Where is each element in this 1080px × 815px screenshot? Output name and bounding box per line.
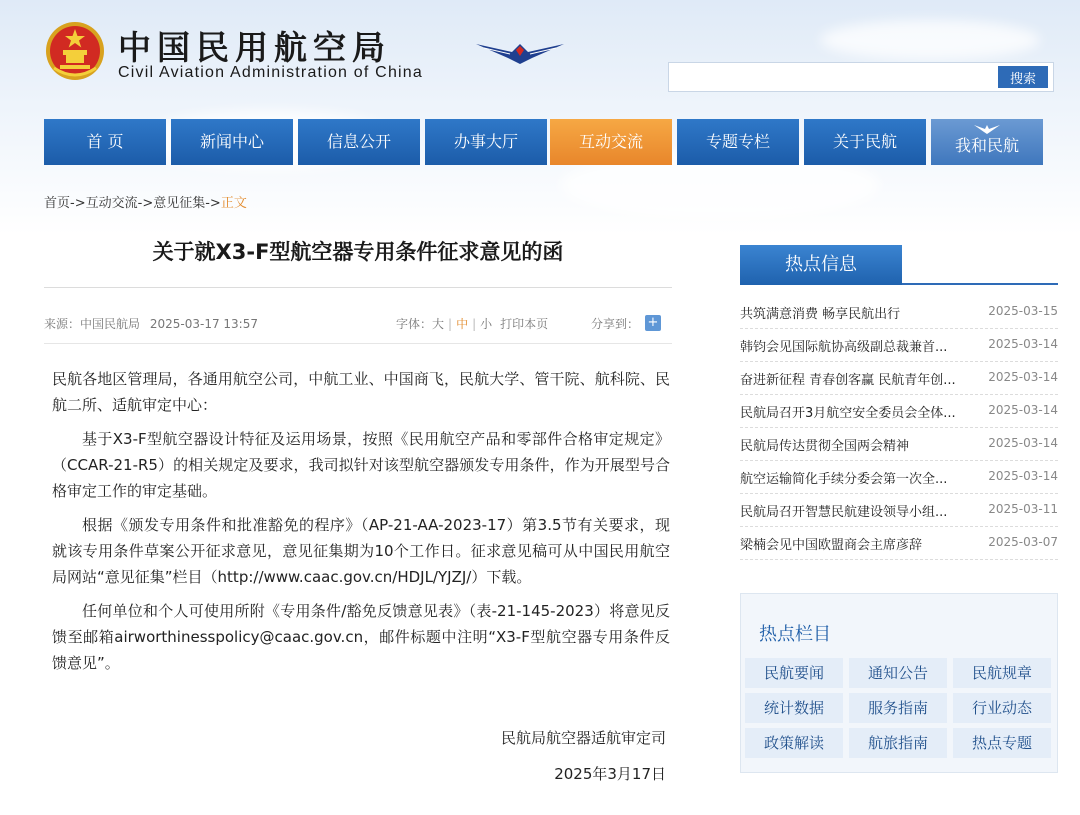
hot-columns-title: 热点栏目 <box>759 624 831 645</box>
share-label: 分享到： <box>591 317 640 331</box>
article-paragraph: 民航各地区管理局，各通用航空公司，中航工业、中国商飞，民航大学、管干院、航科院、民航二所、适航审定中心： <box>52 370 670 414</box>
column-link-hot-topics[interactable]: 热点专题 <box>953 728 1051 758</box>
list-item[interactable] <box>740 296 1058 329</box>
share-plus-icon[interactable]: + <box>645 315 661 331</box>
hot-info-list <box>740 296 1058 560</box>
hot-item-title[interactable]: 奋进新征程 青春创客赢 民航青年创... <box>740 373 956 388</box>
title-divider <box>44 287 672 288</box>
tool-separator: | <box>448 317 453 331</box>
list-item[interactable] <box>740 428 1058 461</box>
column-link-statistics[interactable]: 统计数据 <box>745 693 843 723</box>
list-item[interactable] <box>740 461 1058 494</box>
nav-item-news[interactable]: 新闻中心 <box>171 119 293 165</box>
breadcrumb <box>44 192 247 211</box>
column-link-news[interactable]: 民航要闻 <box>745 658 843 688</box>
breadcrumb-opinion[interactable]: 意见征集 <box>153 196 206 211</box>
nav-item-interaction[interactable]: 互动交流 <box>550 119 672 165</box>
column-link-service-guide[interactable]: 服务指南 <box>849 693 947 723</box>
nav-item-home[interactable]: 首 页 <box>44 119 166 165</box>
hot-item-title[interactable]: 梁楠会见中国欧盟商会主席彦辞 <box>740 538 923 553</box>
column-link-industry-news[interactable]: 行业动态 <box>953 693 1051 723</box>
print-button[interactable]: 打印本页 <box>500 317 549 331</box>
signature-date: 2025年3月17日 <box>554 765 666 783</box>
national-emblem-icon[interactable] <box>44 20 106 82</box>
search-box <box>668 62 1054 92</box>
column-link-policy[interactable]: 政策解读 <box>745 728 843 758</box>
hot-item-date: 2025-03-07 <box>988 535 1058 549</box>
font-size-label: 字体： <box>396 317 433 331</box>
hot-item-title[interactable]: 韩钧会见国际航协高级副总裁兼首... <box>740 340 948 355</box>
list-item[interactable] <box>740 329 1058 362</box>
breadcrumb-current: 正文 <box>220 196 247 211</box>
signature-department: 民航局航空器适航审定司 <box>500 729 666 747</box>
hot-item-date: 2025-03-14 <box>988 469 1058 483</box>
tool-separator: | <box>472 317 477 331</box>
font-small-button[interactable]: 小 <box>480 317 493 331</box>
search-input[interactable] <box>673 66 993 88</box>
site-title-en[interactable]: Civil Aviation Administration of China <box>118 64 423 81</box>
breadcrumb-separator: -> <box>205 196 221 211</box>
font-large-button[interactable]: 大 <box>432 317 445 331</box>
nav-item-about[interactable]: 关于民航 <box>804 119 926 165</box>
article-paragraph: 任何单位和个人可使用所附《专用条件/豁免反馈意见表》（表-21-145-2023）将意见反馈至邮箱airworthinesspolicy@caac.gov.cn，邮件标题中注明“X3-F型航空器专用条件反馈意见”。 <box>52 602 670 672</box>
hot-item-date: 2025-03-14 <box>988 370 1058 384</box>
article-paragraph: 根据《颁发专用条件和批准豁免的程序》（AP-21-AA-2023-17）第3.5节有关要求，现就该专用条件草案公开征求意见，意见征集期为10个工作日。征求意见稿可从中国民用航空局网站“意见征集”栏目（http://www.caac.gov.cn/HDJL/YJZJ/）下载。 <box>52 516 670 586</box>
nav-item-label: 我和民航 <box>954 136 1019 155</box>
column-link-travel-guide[interactable]: 航旅指南 <box>849 728 947 758</box>
nav-item-service-hall[interactable]: 办事大厅 <box>425 119 547 165</box>
hot-item-date: 2025-03-14 <box>988 436 1058 450</box>
main-nav <box>44 119 1044 165</box>
hot-item-date: 2025-03-11 <box>988 502 1058 516</box>
hot-item-date: 2025-03-14 <box>988 337 1058 351</box>
search-button[interactable]: 搜索 <box>998 66 1048 88</box>
column-link-regulations[interactable]: 民航规章 <box>953 658 1051 688</box>
list-item[interactable] <box>740 362 1058 395</box>
hot-item-title[interactable]: 航空运输简化手续分委会第一次全... <box>740 472 948 487</box>
article-tools <box>396 315 548 332</box>
hot-columns-panel <box>740 593 1058 773</box>
breadcrumb-separator: -> <box>70 196 86 211</box>
hot-info-title: 热点信息 <box>740 245 902 285</box>
article-source-date <box>44 315 258 332</box>
breadcrumb-home[interactable]: 首页 <box>44 196 71 211</box>
hot-item-date: 2025-03-14 <box>988 403 1058 417</box>
cloud-decoration <box>820 20 1040 60</box>
list-item[interactable] <box>740 494 1058 527</box>
site-title-cn[interactable]: 中国民用航空局 <box>118 28 391 67</box>
wing-icon <box>974 124 1000 134</box>
list-item[interactable] <box>740 395 1058 428</box>
hot-item-date: 2025-03-15 <box>988 304 1058 318</box>
hot-item-title[interactable]: 民航局传达贯彻全国两会精神 <box>740 439 910 454</box>
article-source: 来源：中国民航局 <box>44 317 141 331</box>
hot-item-title[interactable]: 共筑满意消费 畅享民航出行 <box>740 307 901 322</box>
hot-item-title[interactable]: 民航局召开3月航空安全委员会全体... <box>740 406 956 421</box>
list-item[interactable] <box>740 527 1058 560</box>
font-medium-button[interactable]: 中 <box>456 317 469 331</box>
article-body <box>52 366 670 684</box>
article-title: 关于就X3-F型航空器专用条件征求意见的函 <box>152 240 564 264</box>
breadcrumb-separator: -> <box>137 196 154 211</box>
nav-item-info-disclosure[interactable]: 信息公开 <box>298 119 420 165</box>
article-datetime: 2025-03-17 13:57 <box>149 317 258 331</box>
article-meta <box>44 315 672 333</box>
hot-item-title[interactable]: 民航局召开智慧民航建设领导小组... <box>740 505 948 520</box>
article-paragraph: 基于X3-F型航空器设计特征及运用场景，按照《民用航空产品和零部件合格审定规定》（CCAR-21-R5）的相关规定及要求，我司拟针对该型航空器颁发专用条件，作为开展型号合格审定工作的审定基础。 <box>52 430 670 500</box>
breadcrumb-interaction[interactable]: 互动交流 <box>85 196 138 211</box>
nav-item-me-and-caac[interactable] <box>931 119 1043 165</box>
caac-wing-logo-icon <box>476 40 564 66</box>
nav-item-special-topics[interactable]: 专题专栏 <box>677 119 799 165</box>
meta-divider <box>44 343 672 344</box>
column-link-notices[interactable]: 通知公告 <box>849 658 947 688</box>
